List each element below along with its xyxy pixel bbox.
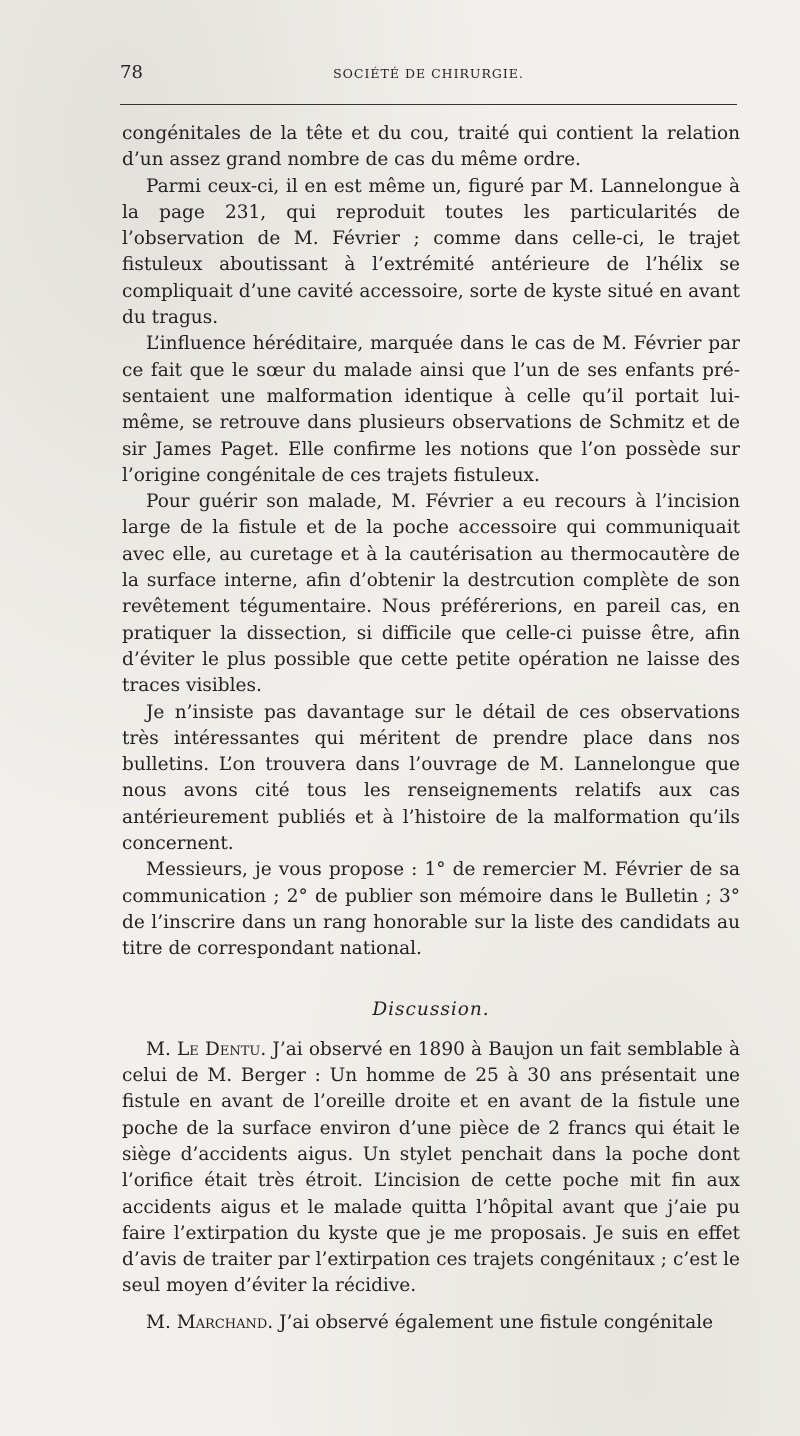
paragraph-3: L’influence héréditaire, marquée dans le cas de M. Février par ce fait que le sœur du malade ainsi que l’un de ses enfants présentaient une malformation identique à celle qu’il portait lui-même, se retrouve dans plusieurs observations de Schmitz et de sir James Paget. Elle confirme les notions que l’on possède sur l’origine congénitale de ces trajets fistuleux. (122, 333, 740, 486)
paragraph-8-text: J’ai observé également une fistule congénitale (273, 1311, 714, 1333)
header-rule (120, 104, 737, 105)
body-text (122, 121, 740, 1336)
paragraph-6: Messieurs, je vous propose : 1° de remercier M. Février de sa communication ; 2° de publier son mémoire dans le Bulletin ; 3° de l’inscrire dans un rang honorable sur la liste des candidats au titre de correspondant national. (122, 859, 740, 960)
discussion-heading: Discussion. (372, 998, 490, 1020)
speaker-marchand: M. Marchand. (146, 1311, 274, 1333)
page-number: 78 (120, 62, 143, 83)
paragraph-7 (122, 1037, 740, 1300)
paragraph-5: Je n’insiste pas davantage sur le détail de ces observations très intéressantes qui méritent de prendre place dans nos bulletins. L’on trouvera dans l’ouvrage de M. Lannelongue que nous avons cité tous les renseignements relatifs aux cas antérieurement publiés et à l’histoire de la malformation qu’ils concernent. (122, 701, 740, 855)
paragraph-7-text: J’ai observé en 1890 à Baujon un fait semblable à celui de M. Berger : Un homme de 25 à 30 ans présentait une fistule en avant de l’oreille droite et en avant de la fistule une poche de la surface environ d’une pièce de 2 francs qui était le siège d’accidents aigus. Un stylet penchait dans la poche dont l’orifice était très étroit. L’incision de cette poche mit fin aux accidents aigus et le malade quitta l’hôpital avant que j’aie pu faire l’extirpation du kyste que je me proposais. Je suis en effet d’avis de traiter par l’extirpation ces trajets congénitaux ; c’est le seul moyen d’éviter la récidive. (122, 1038, 740, 1297)
page-header (120, 62, 737, 92)
paragraph-1: congénitales de la tête et du cou, traité qui contient la relation d’un assez grand nombre de cas du même ordre. (122, 123, 740, 171)
running-title: SOCIÉTÉ DE CHIRURGIE. (333, 66, 524, 81)
paragraph-8 (122, 1310, 740, 1336)
paragraph-2: Parmi ceux-ci, il en est même un, figuré par M. Lannelongue à la page 231, qui reproduit toutes les particularités de l’observation de M. Février ; comme dans celle-ci, le trajet fistuleux aboutissant à l’extrémité antérieure de l’hélix se compliquait d’une cavité accessoire, sorte de kyste situé en avant du tragus. (122, 175, 740, 329)
paragraph-4: Pour guérir son malade, M. Février a eu recours à l’incision large de la fistule et de la poche accessoire qui communiquait avec elle, au curetage et à la cautérisation au thermocautère de la surface interne, afin d’obtenir la destrcution complète de son revêtement tégumentaire. Nous préférerions, en pareil cas, en pratiquer la dissection, si difficile que celle-ci puisse être, afin d’éviter le plus possible que cette petite opération ne laisse des traces visibles. (122, 491, 740, 697)
speaker-le-dentu: M. Le Dentu. (146, 1038, 267, 1060)
